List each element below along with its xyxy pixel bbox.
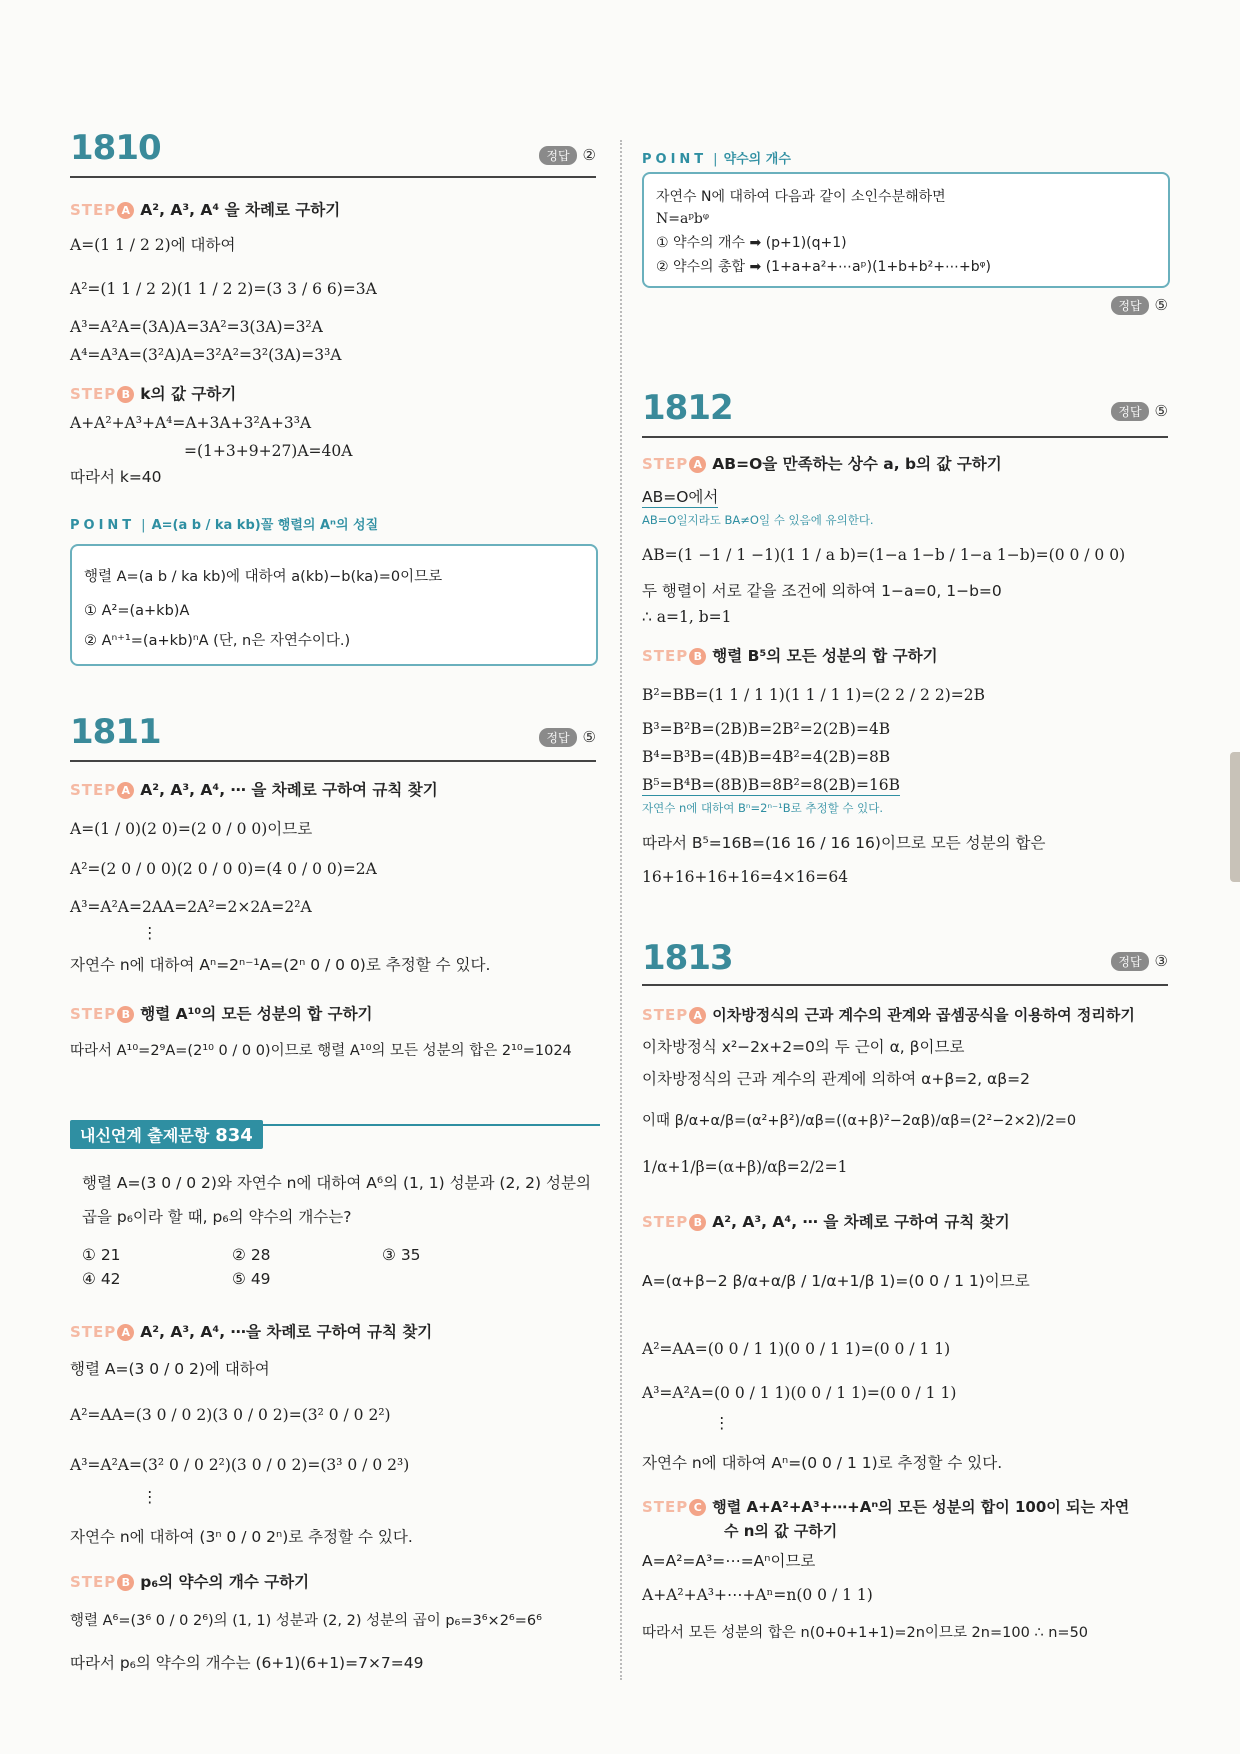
solution-line: A+A²+A³+⋯+Aⁿ=n(0 0 / 1 1) [642, 1586, 873, 1604]
solution-line: 두 행렬이 서로 같을 조건에 의하여 1−a=0, 1−b=0 [642, 582, 1002, 600]
solution-line: A=(1 / 0)(2 0)=(2 0 / 0 0)이므로 [70, 820, 313, 838]
step-a-heading: STEP A A², A³, A⁴, ⋯을 차례로 구하여 규칙 찾기 [70, 1323, 433, 1341]
point-line: 행렬 A=(a b / ka kb)에 대하여 a(kb)−b(ka)=0이므로 [84, 569, 443, 585]
page-edge-tab [1230, 752, 1240, 882]
solution-line: 이때 β/α+α/β=(α²+β²)/αβ=((α+β)²−2αβ)/αβ=(2²−2×2)/2=0 [642, 1113, 1077, 1129]
step-a-heading: STEP A A², A³, A⁴, ⋯ 을 차례로 구하여 규칙 찾기 [70, 781, 438, 799]
problem-rule [642, 984, 1168, 986]
solution-line: A=(α+β−2 β/α+α/β / 1/α+1/β 1)=(0 0 / 1 1)이므로 [642, 1272, 1030, 1290]
problem-number-1810: 1810 [70, 128, 161, 168]
question-line: 곱을 p₆이라 할 때, p₆의 약수의 개수는? [82, 1208, 352, 1226]
step-a-heading: STEP A 이차방정식의 근과 계수의 관계와 곱셈공식을 이용하여 정리하기 [642, 1006, 1135, 1024]
solution-line: 16+16+16+16=4×16=64 [642, 868, 849, 886]
problem-number-1811: 1811 [70, 712, 161, 752]
answer-1811: 정답 ⑤ [539, 728, 596, 747]
solution-line: 행렬 A⁶=(3⁶ 0 / 0 2⁶)의 (1, 1) 성분과 (2, 2) 성분의 곱이 p₆=3⁶×2⁶=6⁶ [70, 1613, 542, 1629]
solution-line: A²=AA=(3 0 / 0 2)(3 0 / 0 2)=(3² 0 / 0 2²) [70, 1406, 391, 1424]
step-b-heading: STEP B k의 값 구하기 [70, 385, 237, 403]
margin-note: 자연수 n에 대하여 Bⁿ=2ⁿ⁻¹B로 추정할 수 있다. [642, 801, 883, 815]
point-heading: POINT | A=(a b / ka kb)꼴 행렬의 Aⁿ의 성질 [70, 518, 379, 533]
point-line: ① A²=(a+kb)A [84, 603, 190, 619]
answer-1810: 정답 ② [539, 146, 596, 165]
problem-rule [70, 176, 596, 178]
solution-line: A³=A²A=(0 0 / 1 1)(0 0 / 1 1)=(0 0 / 1 1) [642, 1384, 957, 1402]
solution-line: 자연수 n에 대하여 Aⁿ=2ⁿ⁻¹A=(2ⁿ 0 / 0 0)로 추정할 수 있다. [70, 956, 491, 974]
solution-line: 따라서 B⁵=16B=(16 16 / 16 16)이므로 모든 성분의 합은 [642, 834, 1046, 852]
solution-line: B⁵=B⁴B=(8B)B=8B²=8(2B)=16B [642, 776, 901, 794]
step-c-heading-cont: 수 n의 값 구하기 [724, 1522, 838, 1540]
point-line: ① 약수의 개수 ➡ (p+1)(q+1) [656, 235, 847, 251]
step-b-heading: STEP B p₆의 약수의 개수 구하기 [70, 1573, 310, 1591]
question-line: 행렬 A=(3 0 / 0 2)와 자연수 n에 대하여 A⁶의 (1, 1) 성분과 (2, 2) 성분의 [82, 1174, 591, 1192]
point-line: 자연수 N에 대하여 다음과 같이 소인수분해하면 [656, 189, 946, 205]
solution-line: A²=AA=(0 0 / 1 1)(0 0 / 1 1)=(0 0 / 1 1) [642, 1340, 951, 1358]
problem-number-1812: 1812 [642, 388, 733, 428]
solution-line: 자연수 n에 대하여 Aⁿ=(0 0 / 1 1)로 추정할 수 있다. [642, 1454, 1003, 1472]
solution-line: AB=O에서 [642, 488, 719, 506]
problem-rule [70, 760, 596, 762]
solution-line: B²=BB=(1 1 / 1 1)(1 1 / 1 1)=(2 2 / 2 2)=2B [642, 686, 985, 704]
vertical-dots: ⋮ [714, 1414, 730, 1432]
step-a-heading: STEP A A², A³, A⁴ 을 차례로 구하기 [70, 201, 341, 219]
solution-line: 이차방정식 x²−2x+2=0의 두 근이 α, β이므로 [642, 1038, 965, 1056]
solution-line: ∴ a=1, b=1 [642, 608, 732, 626]
point-heading: POINT | 약수의 개수 [642, 152, 791, 167]
margin-note: AB=O일지라도 BA≠O일 수 있음에 유의한다. [642, 513, 874, 527]
point-line: ② Aⁿ⁺¹=(a+kb)ⁿA (단, n은 자연수이다.) [84, 633, 351, 649]
solution-line: A⁴=A³A=(3²A)A=3²A²=3²(3A)=3³A [70, 346, 342, 364]
solution-line: B⁴=B³B=(4B)B=4B²=4(2B)=8B [642, 748, 891, 766]
point-line: ② 약수의 총합 ➡ (1+a+a²+⋯aᵖ)(1+b+b²+⋯+bᵠ) [656, 259, 991, 275]
answer-choices: ④ 42 ⑤ 49 [82, 1270, 271, 1288]
solution-line: =(1+3+9+27)A=40A [184, 442, 353, 460]
step-a-heading: STEP A AB=O을 만족하는 상수 a, b의 값 구하기 [642, 455, 1002, 473]
solution-line: B³=B²B=(2B)B=2B²=2(2B)=4B [642, 720, 891, 738]
solution-line: A+A²+A³+A⁴=A+3A+3²A+3³A [70, 414, 312, 432]
solution-line: 따라서 p₆의 약수의 개수는 (6+1)(6+1)=7×7=49 [70, 1654, 424, 1672]
related-problem-banner: 내신연계 출제문항 834 [70, 1120, 263, 1149]
solution-line: A²=(2 0 / 0 0)(2 0 / 0 0)=(4 0 / 0 0)=2A [70, 860, 377, 878]
vertical-dots: ⋮ [142, 924, 158, 942]
solution-line: AB=(1 −1 / 1 −1)(1 1 / a b)=(1−a 1−b / 1−a 1−b)=(0 0 / 0 0) [642, 546, 1126, 564]
vertical-dots: ⋮ [142, 1488, 158, 1506]
solution-line: 1/α+1/β=(α+β)/αβ=2/2=1 [642, 1158, 848, 1176]
step-b-heading: STEP B 행렬 A¹⁰의 모든 성분의 합 구하기 [70, 1005, 373, 1023]
solution-line: 따라서 k=40 [70, 468, 162, 486]
solution-line: A³=A²A=(3A)A=3A²=3(3A)=3²A [70, 318, 323, 336]
solution-line: 이차방정식의 근과 계수의 관계에 의하여 α+β=2, αβ=2 [642, 1070, 1030, 1088]
problem-number-1813: 1813 [642, 938, 733, 978]
solution-line: 자연수 n에 대하여 (3ⁿ 0 / 0 2ⁿ)로 추정할 수 있다. [70, 1528, 413, 1546]
step-b-heading: STEP B A², A³, A⁴, ⋯ 을 차례로 구하여 규칙 찾기 [642, 1213, 1010, 1231]
solution-line: A³=A²A=(3² 0 / 0 2²)(3 0 / 0 2)=(3³ 0 / 0 2³) [70, 1456, 410, 1474]
solution-line: A³=A²A=2AA=2A²=2×2A=2²A [70, 898, 312, 916]
step-b-heading: STEP B 행렬 B⁵의 모든 성분의 합 구하기 [642, 647, 938, 665]
point-box [642, 172, 1170, 288]
point-line: N=aᵖbᵠ [656, 211, 710, 227]
answer-1812: 정답 ⑤ [1111, 402, 1168, 421]
solution-line: 따라서 A¹⁰=2⁹A=(2¹⁰ 0 / 0 0)이므로 행렬 A¹⁰의 모든 성분의 합은 2¹⁰=1024 [70, 1043, 572, 1059]
answer-choices: ① 21 ② 28 ③ 35 [82, 1246, 421, 1264]
column-divider [620, 140, 622, 1680]
problem-rule [642, 436, 1168, 438]
solution-line: A=A²=A³=⋯=Aⁿ이므로 [642, 1552, 816, 1570]
solution-line: A²=(1 1 / 2 2)(1 1 / 2 2)=(3 3 / 6 6)=3A [70, 280, 377, 298]
step-c-heading: STEP C 행렬 A+A²+A³+⋯+Aⁿ의 모든 성분의 합이 100이 되는 자연 [642, 1498, 1130, 1516]
solution-line: 따라서 모든 성분의 합은 n(0+0+1+1)=2n이므로 2n=100 ∴ n=50 [642, 1625, 1089, 1641]
solution-line: 행렬 A=(3 0 / 0 2)에 대하여 [70, 1360, 270, 1378]
answer-1811-point: 정답 ⑤ [1111, 296, 1168, 315]
solution-line: A=(1 1 / 2 2)에 대하여 [70, 236, 236, 254]
answer-1813: 정답 ③ [1111, 952, 1168, 971]
point-box [70, 544, 598, 666]
